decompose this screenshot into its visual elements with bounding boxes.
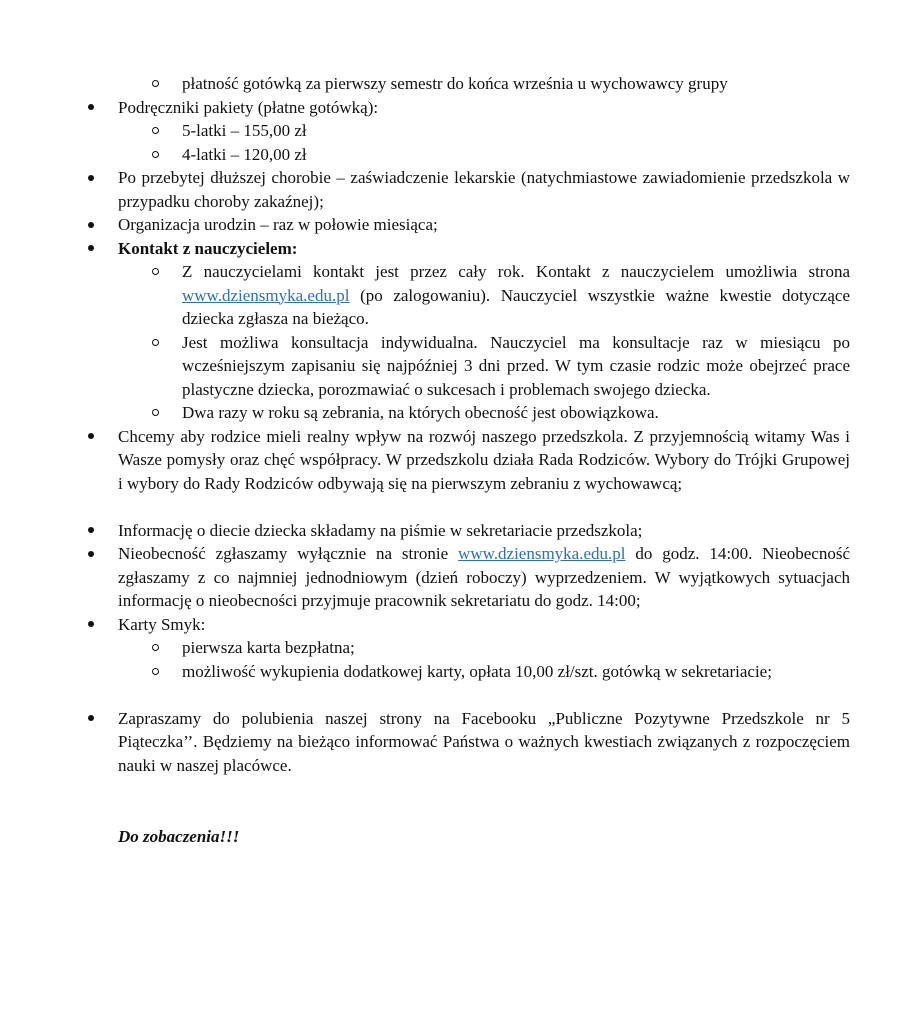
circle-bullet-icon <box>152 127 159 134</box>
document-body <box>84 72 850 849</box>
bullet-icon <box>88 551 94 557</box>
list-item-text: Po przebytej dłuższej chorobie – zaświadczenie lekarskie (natychmiastowe zawiadomienie przedszkola w przypadku choroby zakaźnej); <box>118 168 850 211</box>
circle-bullet-icon <box>152 268 159 275</box>
list-item <box>84 260 850 331</box>
list-item <box>84 166 850 213</box>
bullet-icon <box>88 245 94 251</box>
list-item <box>84 542 850 613</box>
spacer <box>84 683 850 707</box>
list-item-text-part: Nieobecność zgłaszamy wyłącznie na stronie <box>118 544 459 563</box>
list-item <box>84 96 850 120</box>
list-item-text: możliwość wykupienia dodatkowej karty, opłata 10,00 zł/szt. gotówką w sekretariacie; <box>182 661 772 681</box>
bullet-icon <box>88 433 94 439</box>
list-item-text: Chcemy aby rodzice mieli realny wpływ na rozwój naszego przedszkola. Z przyjemnością witamy Was i Wasze pomysły oraz chęć współpracy. W przedszkolu działa Rada Rodziców. Wybory do Trójki Grupowej i wybory do Rady Rodziców odbywają się na pierwszym zebraniu z wychowawcą; <box>118 426 850 493</box>
list-item-text <box>118 542 850 613</box>
circle-bullet-icon <box>152 409 159 416</box>
list-item-text-part: do godz. 14:00. Nieobecność zgłaszamy z co najmniej jednodniowym (dzień roboczy) wyprzedzeniem. W wyjątkowych sytuacjach informację o nieobecności przyjmuje pracownik sekretariatu do godz. 14:00; <box>118 544 850 610</box>
list-item-text-part: (po zalogowaniu). Nauczyciel wszystkie ważne kwestie dotyczące dziecka zgłasza na bieżąco. <box>182 285 850 328</box>
bullet-icon <box>88 104 94 110</box>
list-item <box>84 331 850 402</box>
list-item-text: Karty Smyk: <box>118 614 206 634</box>
list-item <box>84 401 850 425</box>
circle-bullet-icon <box>152 339 159 346</box>
list-item-text: 4-latki – 120,00 zł <box>182 144 307 164</box>
circle-bullet-icon <box>152 644 159 651</box>
list-item-text: Podręczniki pakiety (płatne gotówką): <box>118 97 379 117</box>
circle-bullet-icon <box>152 80 159 87</box>
bullet-icon <box>88 527 94 533</box>
list-item <box>84 660 850 684</box>
bullet-icon <box>88 175 94 181</box>
circle-bullet-icon <box>152 151 159 158</box>
section-heading: Kontakt z nauczycielem: <box>118 238 298 258</box>
list-item <box>84 707 850 778</box>
list-item <box>84 519 850 543</box>
list-item <box>84 143 850 167</box>
list-item <box>84 72 850 96</box>
list-item-text: Zapraszamy do polubienia naszej strony na Facebooku „Publiczne Pozytywne Przedszkole nr 5 Piąteczka’’. Będziemy na bieżąco informować Państwa o ważnych kwestiach związanych z rozpoczęciem nauki w naszej placówce. <box>118 708 850 775</box>
list-item-text: płatność gotówką za pierwszy semestr do końca września u wychowawcy grupy <box>182 74 728 93</box>
list-item-text-part: Z nauczycielami kontakt jest przez cały rok. Kontakt z nauczycielem umożliwia strona <box>182 262 850 281</box>
list-item <box>84 636 850 660</box>
circle-bullet-icon <box>152 668 159 675</box>
list-item-text: Organizacja urodzin – raz w połowie miesiąca; <box>118 215 438 234</box>
bullet-icon <box>88 621 94 627</box>
list-item-text: Jest możliwa konsultacja indywidualna. Nauczyciel ma konsultacje raz w miesiącu po wcześniejszym zapisaniu się najpóźniej 3 dni przed. W tym czasie rodzic może obejrzeć prace plastyczne dziecka, porozmawiać o sukcesach i problemach swojego dziecka. <box>182 332 850 399</box>
list-item-text: pierwsza karta bezpłatna; <box>182 638 355 657</box>
list-item <box>84 425 850 496</box>
dziensmyka-link[interactable]: www.dziensmyka.edu.pl <box>182 285 350 305</box>
list-item-text <box>182 260 850 331</box>
list-item-text: Informację o diecie dziecka składamy na piśmie w sekretariacie przedszkola; <box>118 520 643 540</box>
bullet-icon <box>88 715 94 721</box>
closing-greeting: Do zobaczenia!!! <box>118 827 240 846</box>
spacer <box>84 495 850 519</box>
dziensmyka-link[interactable]: www.dziensmyka.edu.pl <box>458 544 626 563</box>
bullet-icon <box>88 222 94 228</box>
list-item <box>84 613 850 637</box>
list-item <box>84 119 850 143</box>
list-item-text: 5-latki – 155,00 zł <box>182 121 307 140</box>
list-item <box>84 237 850 261</box>
list-item-text: Dwa razy w roku są zebrania, na których obecność jest obowiązkowa. <box>182 403 659 422</box>
list-item <box>84 213 850 237</box>
